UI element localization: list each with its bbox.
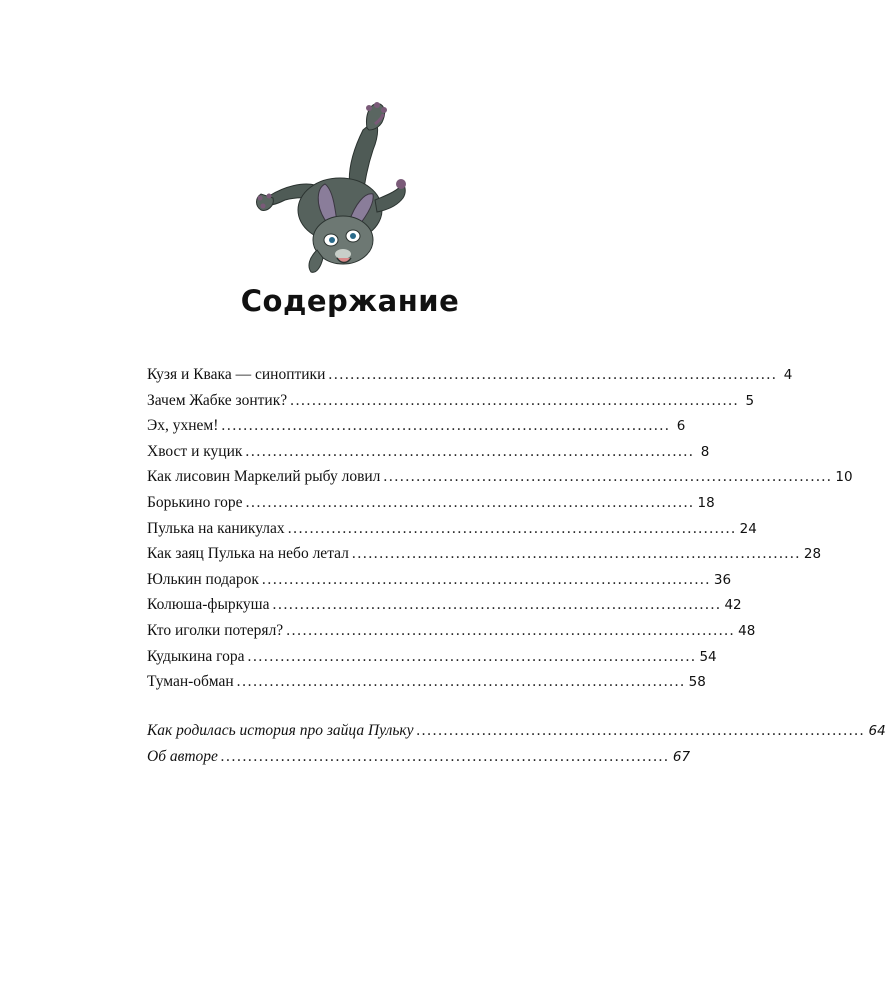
toc-item[interactable]	[147, 391, 755, 418]
toc-item[interactable]	[147, 417, 686, 443]
toc-item-title: Колюша-фыркуша	[147, 596, 270, 614]
appendix-item[interactable]	[147, 747, 691, 774]
dot-leader: ..................................................................................	[416, 722, 866, 739]
toc-item-page: 54	[699, 648, 717, 665]
toc-item-page: 48	[738, 622, 756, 639]
dot-leader: ..................................................................................	[261, 570, 711, 588]
dot-leader: ..................................................................................	[351, 545, 801, 563]
appendix-item-title: Об авторе	[147, 747, 218, 765]
toc-item-title: Кудыкина гора	[147, 647, 245, 665]
appendix-item-page: 64	[868, 723, 886, 739]
toc-item[interactable]	[147, 468, 853, 494]
toc-item[interactable]	[147, 519, 757, 546]
toc-item-page: 42	[724, 597, 742, 614]
appendix-item[interactable]	[147, 722, 886, 748]
toc-item-title: Эх, ухнем!	[147, 417, 219, 435]
toc-item[interactable]	[147, 545, 822, 571]
toc-item-title: Кузя и Квака — синоптики	[147, 366, 326, 383]
toc-item-title: Зачем Жабке зонтик?	[147, 391, 288, 409]
toc-item-title: Пулька на каникулах	[147, 519, 285, 537]
dot-leader: ..................................................................................	[220, 747, 670, 765]
dot-leader: ..................................................................................	[290, 391, 740, 409]
toc-item-page: 10	[835, 469, 853, 486]
toc-item[interactable]	[147, 673, 706, 699]
toc-item-page: 6	[676, 418, 686, 435]
bunny-illustration	[255, 100, 425, 280]
dot-leader: ..................................................................................	[247, 647, 697, 665]
toc-item-title: Борькино горе	[147, 493, 243, 511]
toc-item-page: 24	[739, 520, 757, 537]
toc-item-page: 18	[697, 494, 715, 511]
dot-leader: ..................................................................................	[383, 468, 833, 486]
toc-item[interactable]	[147, 621, 756, 648]
toc-item-title: Кто иголки потерял?	[147, 621, 284, 639]
dot-leader: ..................................................................................	[245, 493, 695, 511]
page-title: Содержание	[240, 284, 460, 318]
dot-leader: ..................................................................................	[221, 417, 671, 435]
toc-item-page: 4	[783, 367, 793, 383]
toc-item-page: 5	[745, 392, 755, 409]
toc-list	[147, 366, 853, 699]
toc-item[interactable]	[147, 596, 742, 622]
dot-leader: ..................................................................................	[287, 519, 737, 537]
appendix-item-title: Как родилась история про зайца Пульку	[147, 722, 414, 739]
toc-item-page: 36	[713, 571, 732, 588]
toc-item[interactable]	[147, 647, 717, 674]
appendix-item-page: 67	[672, 748, 691, 765]
toc-item[interactable]	[147, 366, 793, 392]
toc-item-title: Как заяц Пулька на небо летал	[147, 545, 349, 563]
dot-leader: ..................................................................................	[286, 621, 736, 639]
toc-item-title: Юлькин подарок	[147, 570, 259, 588]
dot-leader: ..................................................................................	[236, 673, 686, 691]
toc-item-title: Как лисовин Маркелий рыбу ловил	[147, 468, 381, 486]
dot-leader: ..................................................................................	[328, 366, 778, 383]
appendix-list	[147, 722, 886, 773]
toc-item-title: Туман-обман	[147, 673, 234, 691]
toc-item[interactable]	[147, 493, 715, 520]
toc-item-page: 58	[688, 674, 706, 691]
toc-item[interactable]	[147, 442, 710, 469]
toc-item[interactable]	[147, 570, 732, 597]
toc-item-page: 8	[700, 443, 710, 460]
toc-item-title: Хвост и куцик	[147, 442, 243, 460]
dot-leader: ..................................................................................	[272, 596, 722, 614]
dot-leader: ..................................................................................	[245, 442, 695, 460]
toc-item-page: 28	[803, 546, 822, 563]
